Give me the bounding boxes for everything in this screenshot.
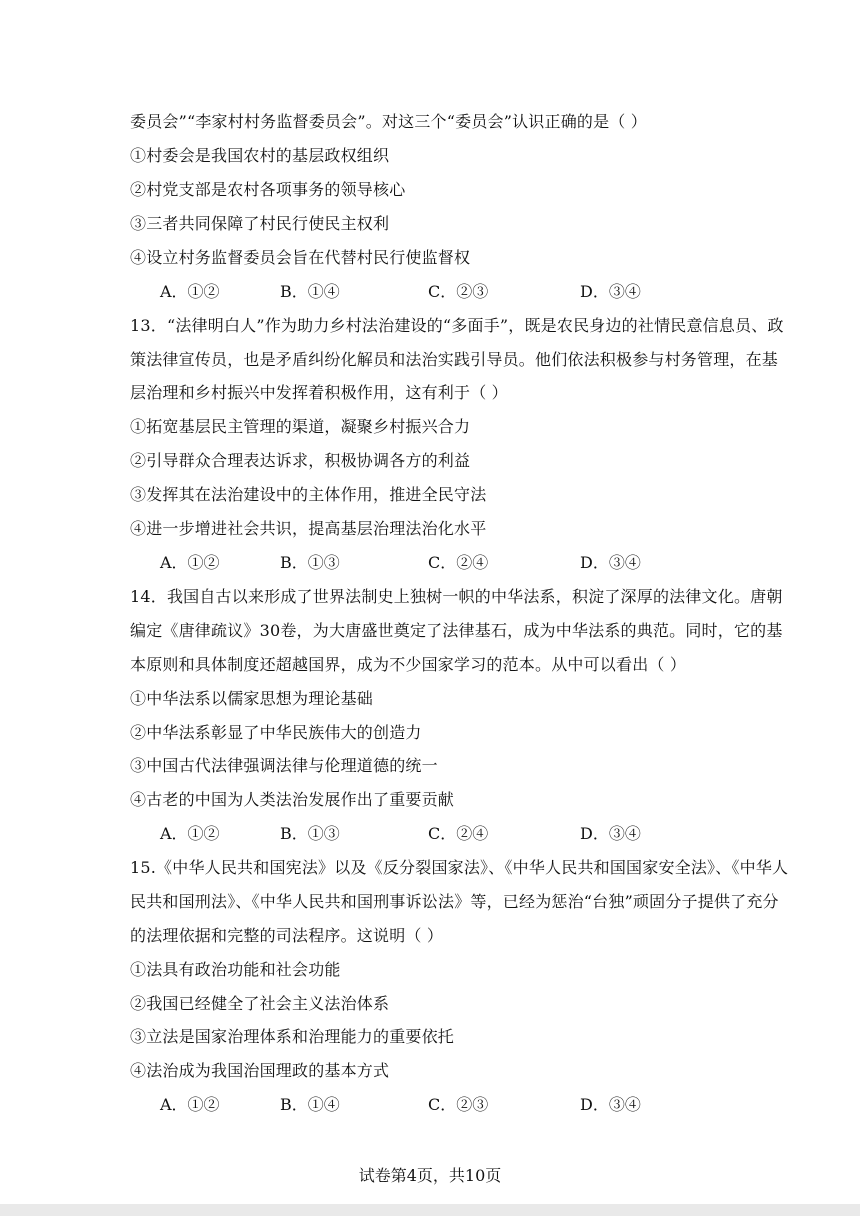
q14-option-c[interactable]: C．②④ xyxy=(428,824,489,843)
q14-statement-4: ④古老的中国为人类法治发展作出了重要贡献 xyxy=(130,790,455,809)
q13-option-c[interactable]: C．②④ xyxy=(428,553,489,572)
q13-stem-line-1: 13．“法律明白人”作为助力乡村法治建设的“多面手”，既是农民身边的社情民意信息员、政 xyxy=(130,316,784,335)
scan-bottom-band xyxy=(0,1204,860,1216)
q15-stem-line-2: 民共和国刑法》、《中华人民共和国刑事诉讼法》等，已经为惩治“台独”顽固分子提供了充分 xyxy=(130,892,779,911)
q15-stem-line-3: 的法理依据和完整的司法程序。这说明（ ） xyxy=(130,926,444,945)
q13-statement-2: ②引导群众合理表达诉求，积极协调各方的利益 xyxy=(130,451,471,470)
q14-statement-3: ③中国古代法律强调法律与伦理道德的统一 xyxy=(130,756,438,775)
q15-option-d[interactable]: D．③④ xyxy=(580,1095,641,1114)
q13-options xyxy=(160,552,680,574)
q14-option-d[interactable]: D．③④ xyxy=(580,824,641,843)
q14-statement-2: ②中华法系彰显了中华民族伟大的创造力 xyxy=(130,723,422,742)
q12-statement-4: ④设立村务监督委员会旨在代替村民行使监督权 xyxy=(130,248,471,267)
q13-option-d[interactable]: D．③④ xyxy=(580,553,641,572)
q15-statement-1: ①法具有政治功能和社会功能 xyxy=(130,960,341,979)
q12-option-b[interactable]: B．①④ xyxy=(280,282,340,301)
q12-option-c[interactable]: C．②③ xyxy=(428,282,489,301)
q15-option-b[interactable]: B．①④ xyxy=(280,1095,340,1114)
q12-statement-1: ①村委会是我国农村的基层政权组织 xyxy=(130,146,390,165)
q14-option-b[interactable]: B．①③ xyxy=(280,824,340,843)
q14-option-a[interactable]: A．①② xyxy=(160,824,220,843)
q13-statement-1: ①拓宽基层民主管理的渠道，凝聚乡村振兴合力 xyxy=(130,417,471,436)
q13-statement-4: ④进一步增进社会共识，提高基层治理法治化水平 xyxy=(130,519,487,538)
q12-stem-line: 委员会”“李家村村务监督委员会”。对这三个“委员会”认识正确的是（ ） xyxy=(130,112,647,131)
q15-option-c[interactable]: C．②③ xyxy=(428,1095,489,1114)
q15-options xyxy=(160,1094,680,1116)
q13-stem-line-2: 策法律宣传员，也是矛盾纠纷化解员和法治实践引导员。他们依法积极参与村务管理，在基 xyxy=(130,350,779,369)
q12-option-a[interactable]: A．①② xyxy=(160,282,220,301)
q15-statement-3: ③立法是国家治理体系和治理能力的重要依托 xyxy=(130,1027,455,1046)
q14-stem-line-1: 14．我国自古以来形成了世界法制史上独树一帜的中华法系，积淀了深厚的法律文化。唐朝 xyxy=(130,587,783,606)
q14-stem-line-3: 本原则和具体制度还超越国界，成为不少国家学习的范本。从中可以看出（ ） xyxy=(130,655,687,674)
page-footer: 试卷第4页，共10页 xyxy=(358,1166,502,1185)
q15-option-a[interactable]: A．①② xyxy=(160,1095,220,1114)
q13-statement-3: ③发挥其在法治建设中的主体作用，推进全民守法 xyxy=(130,485,487,504)
q15-statement-4: ④法治成为我国治国理政的基本方式 xyxy=(130,1061,390,1080)
q13-option-a[interactable]: A．①② xyxy=(160,553,220,572)
q15-statement-2: ②我国已经健全了社会主义法治体系 xyxy=(130,994,390,1013)
q12-statement-3: ③三者共同保障了村民行使民主权利 xyxy=(130,214,390,233)
q12-option-d[interactable]: D．③④ xyxy=(580,282,641,301)
q14-statement-1: ①中华法系以儒家思想为理论基础 xyxy=(130,689,374,708)
q14-options xyxy=(160,823,680,845)
q12-options xyxy=(160,281,680,303)
q14-stem-line-2: 编定《唐律疏议》30卷，为大唐盛世奠定了法律基石，成为中华法系的典范。同时，它的基 xyxy=(130,621,783,640)
q12-statement-2: ②村党支部是农村各项事务的领导核心 xyxy=(130,180,406,199)
q15-stem-line-1: 15.《中华人民共和国宪法》以及《反分裂国家法》、《中华人民共和国国家安全法》、《中华人 xyxy=(130,858,789,877)
q13-option-b[interactable]: B．①③ xyxy=(280,553,340,572)
q13-stem-line-3: 层治理和乡村振兴中发挥着积极作用，这有利于（ ） xyxy=(130,383,508,402)
